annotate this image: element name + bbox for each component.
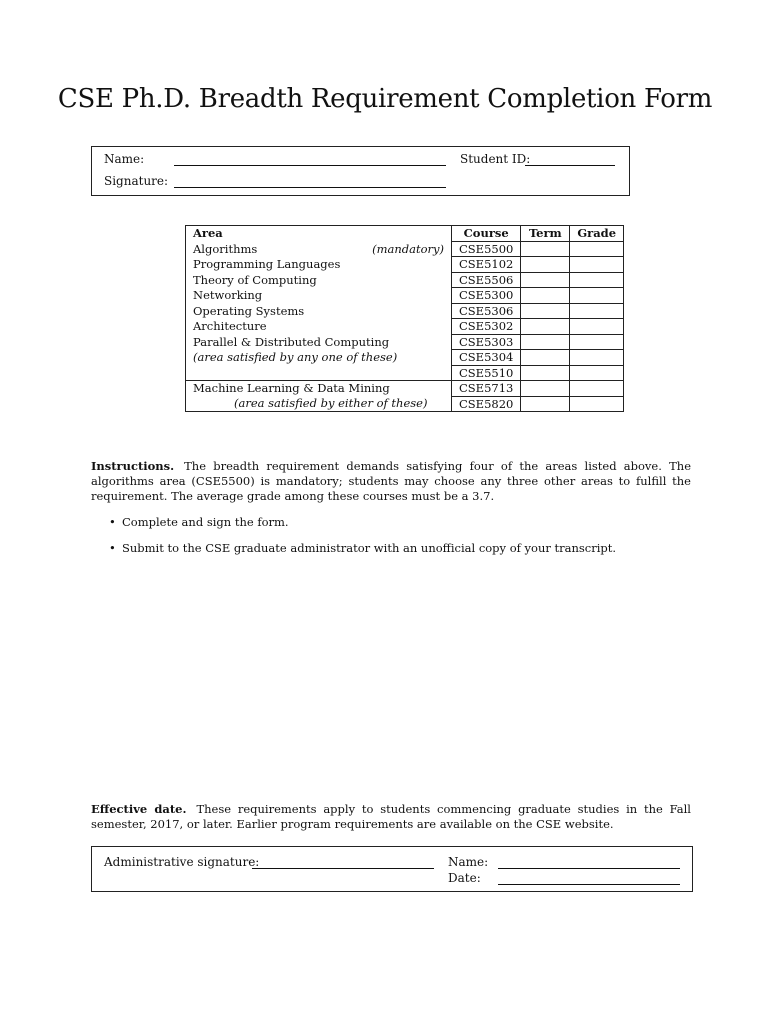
course-cell: CSE5303 <box>452 334 521 350</box>
grade-cell[interactable] <box>570 241 624 257</box>
term-cell[interactable] <box>521 334 570 350</box>
header-term: Term <box>521 226 570 242</box>
course-cell: CSE5500 <box>452 241 521 257</box>
student-info-box <box>91 146 630 196</box>
course-cell: CSE5713 <box>452 381 521 397</box>
area-note: (mandatory) <box>372 241 444 256</box>
grade-cell[interactable] <box>570 365 624 381</box>
area-note: (area satisfied by any one of these) <box>186 350 452 366</box>
table-header-row <box>186 226 624 242</box>
table-row <box>186 350 624 366</box>
list-item <box>109 515 289 529</box>
term-cell[interactable] <box>521 350 570 366</box>
grade-cell[interactable] <box>570 288 624 304</box>
term-cell[interactable] <box>521 396 570 412</box>
area-cell: Architecture <box>186 319 452 335</box>
admin-date-label: Date: <box>448 871 481 885</box>
effective-date-text: These requirements apply to students commencing graduate studies in the Fall semester, 2017, or later. Earlier program requirements are available on the CSE website. <box>91 802 691 831</box>
table-row <box>186 288 624 304</box>
area-name: Algorithms <box>193 241 258 256</box>
term-cell[interactable] <box>521 272 570 288</box>
area-cell <box>186 365 452 381</box>
table-row <box>186 303 624 319</box>
bullet-text: Complete and sign the form. <box>122 515 289 529</box>
term-cell[interactable] <box>521 303 570 319</box>
course-cell: CSE5102 <box>452 257 521 273</box>
grade-cell[interactable] <box>570 334 624 350</box>
area-cell: Operating Systems <box>186 303 452 319</box>
course-cell: CSE5506 <box>452 272 521 288</box>
area-cell: Programming Languages <box>186 257 452 273</box>
area-note: (area satisfied by either of these) <box>186 396 452 412</box>
term-cell[interactable] <box>521 288 570 304</box>
course-cell: CSE5306 <box>452 303 521 319</box>
name-field[interactable] <box>174 165 446 166</box>
header-course: Course <box>452 226 521 242</box>
page-title: CSE Ph.D. Breadth Requirement Completion Form <box>57 84 713 114</box>
area-cell <box>186 241 452 257</box>
term-cell[interactable] <box>521 319 570 335</box>
header-grade: Grade <box>570 226 624 242</box>
student-id-field[interactable] <box>525 165 615 166</box>
table-row <box>186 257 624 273</box>
grade-cell[interactable] <box>570 381 624 397</box>
bullet-text: Submit to the CSE graduate administrator with an unofficial copy of your transcript. <box>122 541 617 555</box>
course-cell: CSE5820 <box>452 396 521 412</box>
signature-field[interactable] <box>174 187 446 188</box>
term-cell[interactable] <box>521 241 570 257</box>
table-row <box>186 241 624 257</box>
instructions-text: The breadth requirement demands satisfying four of the areas listed above. The algorithms area (CSE5500) is mandatory; students may choose any three other areas to fulfill the requirement. The average grade among these courses must be a 3.7. <box>91 459 691 503</box>
grade-cell[interactable] <box>570 396 624 412</box>
course-cell: CSE5300 <box>452 288 521 304</box>
course-cell: CSE5510 <box>452 365 521 381</box>
table-row <box>186 334 624 350</box>
area-cell: Machine Learning & Data Mining <box>186 381 452 397</box>
term-cell[interactable] <box>521 381 570 397</box>
instructions-paragraph <box>91 459 691 504</box>
grade-cell[interactable] <box>570 257 624 273</box>
area-cell: Parallel & Distributed Computing <box>186 334 452 350</box>
admin-name-label: Name: <box>448 855 489 869</box>
grade-cell[interactable] <box>570 303 624 319</box>
area-cell: Theory of Computing <box>186 272 452 288</box>
admin-date-field[interactable] <box>498 884 680 885</box>
table-row <box>186 319 624 335</box>
effective-date-heading: Effective date. <box>91 802 187 816</box>
admin-name-field[interactable] <box>498 868 680 869</box>
bullet-icon: • <box>109 541 116 555</box>
student-id-label: Student ID: <box>460 152 531 166</box>
table-row <box>186 272 624 288</box>
breadth-table <box>185 225 624 412</box>
term-cell[interactable] <box>521 257 570 273</box>
bullet-icon: • <box>109 515 116 529</box>
instructions-heading: Instructions. <box>91 459 175 473</box>
table-row <box>186 381 624 397</box>
course-cell: CSE5302 <box>452 319 521 335</box>
signature-label: Signature: <box>104 174 169 188</box>
admin-box <box>91 846 693 892</box>
admin-signature-field[interactable] <box>252 868 434 869</box>
name-label: Name: <box>104 152 145 166</box>
term-cell[interactable] <box>521 365 570 381</box>
course-cell: CSE5304 <box>452 350 521 366</box>
list-item <box>109 541 616 555</box>
header-area: Area <box>186 226 452 242</box>
table-row <box>186 396 624 412</box>
admin-signature-label: Administrative signature: <box>104 855 260 869</box>
table-row <box>186 365 624 381</box>
area-cell: Networking <box>186 288 452 304</box>
effective-date-paragraph <box>91 802 691 832</box>
grade-cell[interactable] <box>570 272 624 288</box>
grade-cell[interactable] <box>570 319 624 335</box>
grade-cell[interactable] <box>570 350 624 366</box>
